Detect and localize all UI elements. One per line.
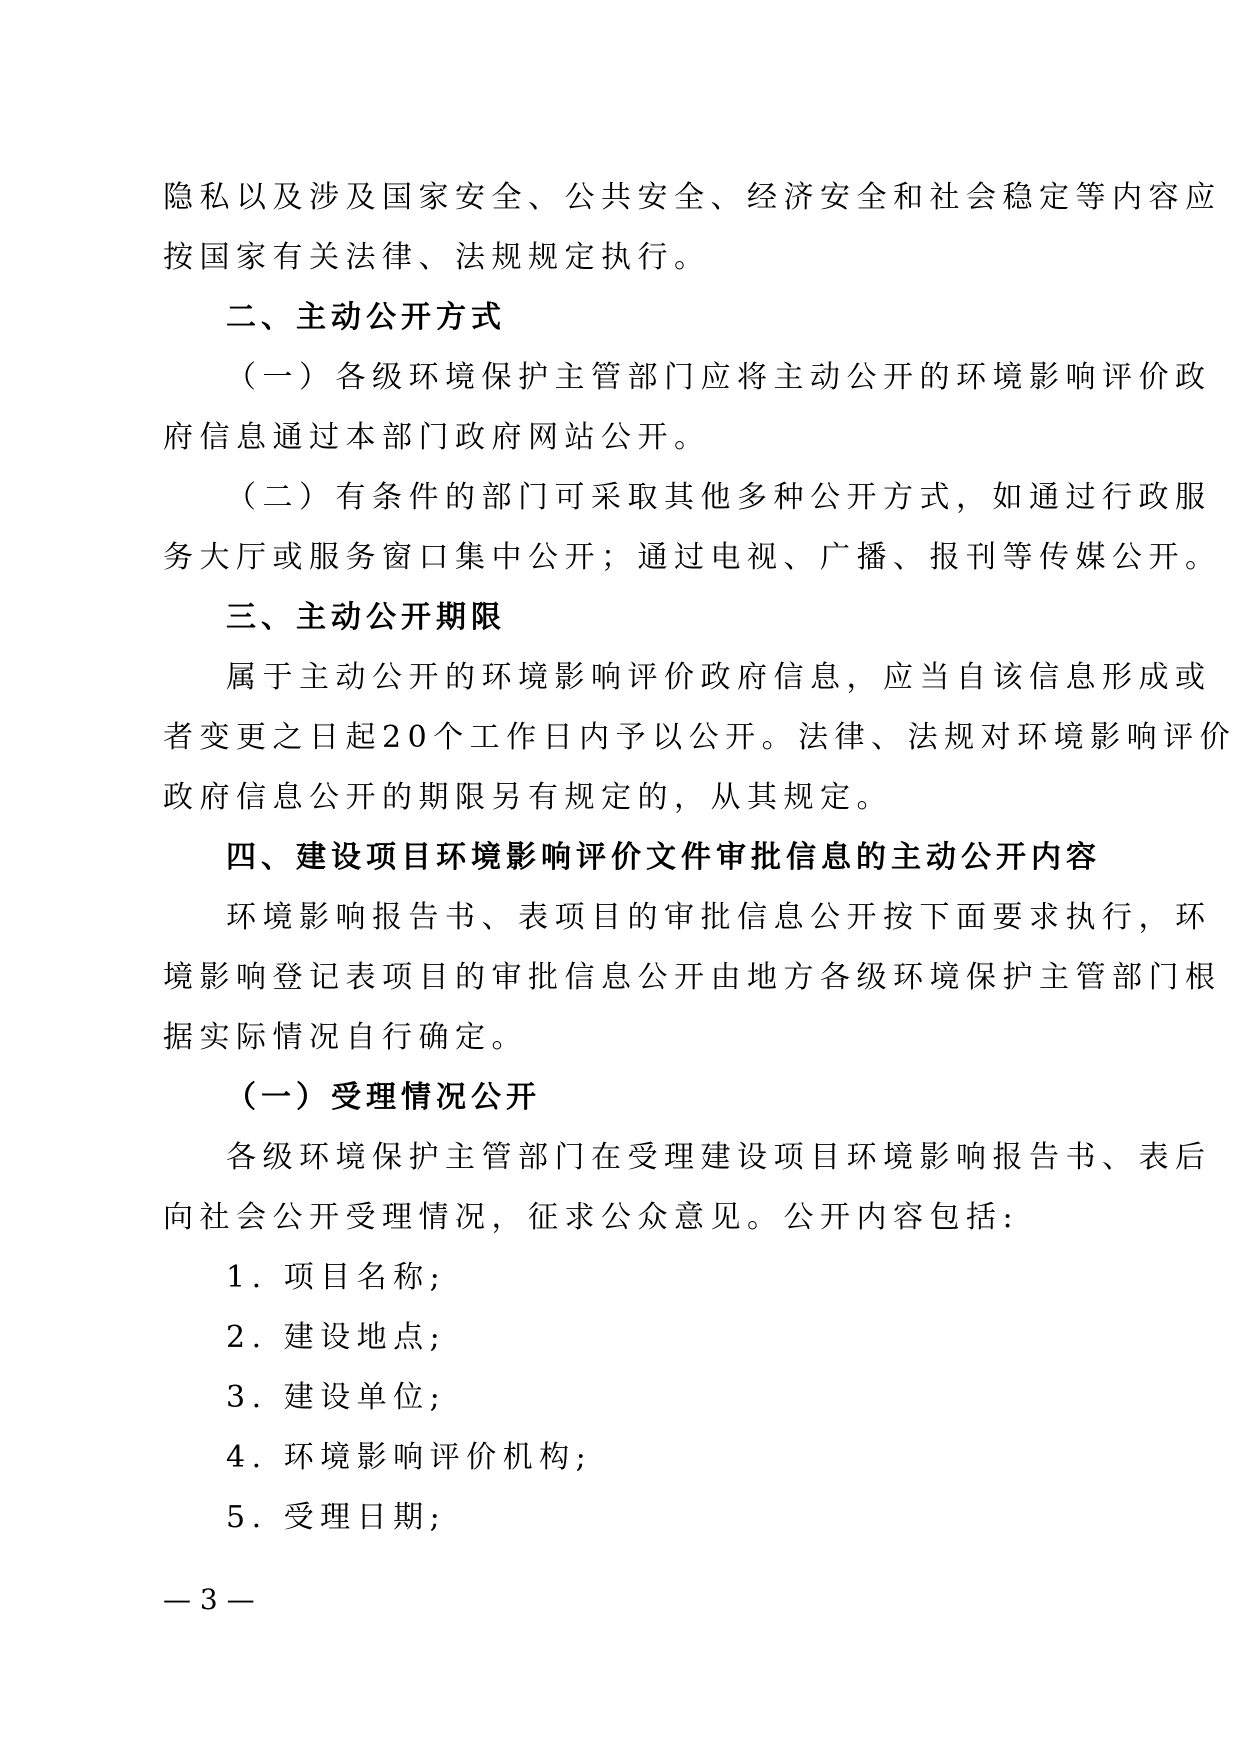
section-heading: 三、主动公开期限 (226, 600, 506, 635)
page-number: — 3 — (163, 1583, 255, 1616)
list-item: 4. 环境影响评价机构; (226, 1440, 593, 1475)
section-heading: 二、主动公开方式 (226, 300, 506, 335)
paragraph-line: 属于主动公开的环境影响评价政府信息，应当自该信息形成或 (226, 660, 1212, 695)
paragraph-line: 按国家有关法律、法规规定执行。 (163, 240, 711, 275)
paragraph-line: （一）各级环境保护主管部门应将主动公开的环境影响评价政 (226, 360, 1212, 395)
paragraph-line: 向社会公开受理情况，征求公众意见。公开内容包括: (163, 1200, 1020, 1235)
paragraph-line: 政府信息公开的期限另有规定的，从其规定。 (163, 780, 893, 815)
paragraph-line: 各级环境保护主管部门在受理建设项目环境影响报告书、表后 (226, 1140, 1212, 1175)
paragraph-line: 环境影响报告书、表项目的审批信息公开按下面要求执行，环 (226, 900, 1212, 935)
list-item: 2. 建设地点; (226, 1320, 447, 1355)
paragraph-line: 境影响登记表项目的审批信息公开由地方各级环境保护主管部门根 (163, 960, 1222, 995)
paragraph-line: 府信息通过本部门政府网站公开。 (163, 420, 711, 455)
paragraph-line: 者变更之日起20个工作日内予以公开。法律、法规对环境影响评价 (163, 720, 1237, 755)
list-item: 1. 项目名称; (226, 1260, 447, 1295)
paragraph-line: （二）有条件的部门可采取其他多种公开方式，如通过行政服 (226, 480, 1212, 515)
subsection-heading: （一）受理情况公开 (226, 1080, 541, 1115)
list-item: 5. 受理日期; (226, 1500, 447, 1535)
list-item: 3. 建设单位; (226, 1380, 447, 1415)
section-heading: 四、建设项目环境影响评价文件审批信息的主动公开内容 (226, 840, 1101, 875)
paragraph-line: 隐私以及涉及国家安全、公共安全、经济安全和社会稳定等内容应 (163, 180, 1222, 215)
paragraph-line: 务大厅或服务窗口集中公开；通过电视、广播、报刊等传媒公开。 (163, 540, 1222, 575)
paragraph-line: 据实际情况自行确定。 (163, 1020, 528, 1055)
